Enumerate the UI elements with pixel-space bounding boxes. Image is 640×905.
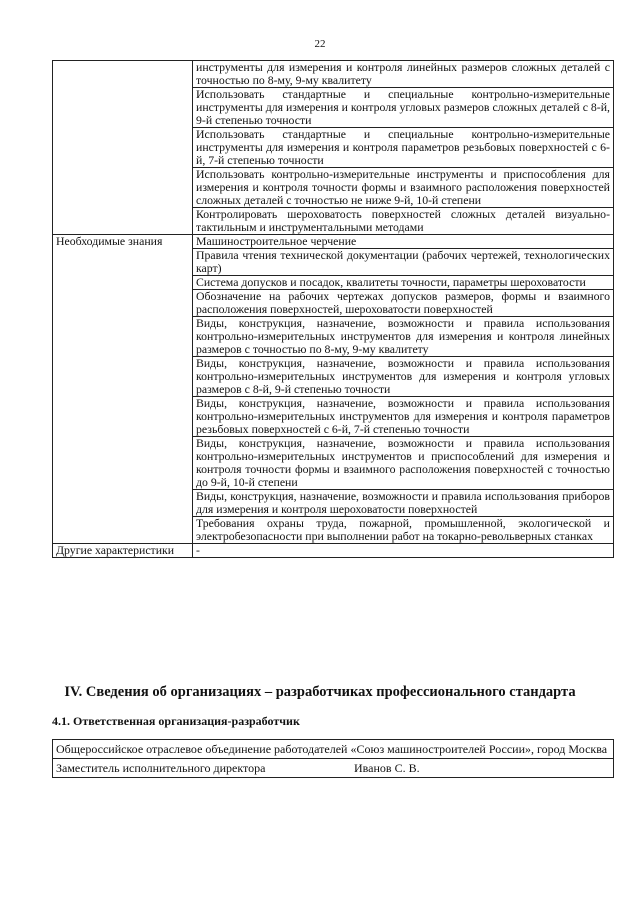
knowledge-item: Машиностроительное черчение	[193, 235, 614, 249]
table-row	[53, 759, 614, 778]
other-characteristics-value: -	[193, 544, 614, 558]
skill-item: Использовать контрольно-измерительные инструменты и приспособления для измерения и контроля точности формы и взаимного расположения поверхностей сложных деталей с точностью не ниже 9-й, 10-й степени	[193, 168, 614, 208]
knowledge-item: Виды, конструкция, назначение, возможности и правила использования контрольно-измерительных инструментов и приспособлений для измерения и контроля точности формы и взаимного расположения поверхностей с точностью до 9-й, 10-й степени	[193, 437, 614, 490]
skill-item: Использовать стандартные и специальные контрольно-измерительные инструменты для измерения и контроля параметров резьбовых поверхностей с 6-й, 7-й степенью точности	[193, 128, 614, 168]
knowledge-item: Система допусков и посадок, квалитеты точности, параметры шероховатости	[193, 276, 614, 290]
knowledge-item: Виды, конструкция, назначение, возможности и правила использования контрольно-измерительных инструментов для измерения и контроля линейных размеров с точностью по 8-му, 9-му квалитету	[193, 317, 614, 357]
other-characteristics-label: Другие характеристики	[53, 544, 193, 558]
knowledge-item: Требования охраны труда, пожарной, промышленной, экологической и электробезопасности при выполнении работ на токарно-револьверных станках	[193, 517, 614, 544]
table-row	[53, 61, 614, 88]
signatory-name: Иванов С. В.	[354, 761, 420, 775]
signatory-position: Заместитель исполнительного директора	[56, 761, 266, 775]
knowledge-item: Виды, конструкция, назначение, возможности и правила использования приборов для измерения и контроля шероховатости поверхностей	[193, 490, 614, 517]
knowledge-item: Обозначение на рабочих чертежах допусков размеров, формы и взаимного расположения поверхностей, шероховатости поверхностей	[193, 290, 614, 317]
table-row	[53, 544, 614, 558]
skill-item: Контролировать шероховатость поверхностей сложных деталей визуально-тактильным и инструментальными методами	[193, 208, 614, 235]
section-title: IV. Сведения об организациях – разработчиках профессионального стандарта	[64, 684, 576, 700]
table-row	[53, 235, 614, 249]
organization-name: Общероссийское отраслевое объединение работодателей «Союз машиностроителей России», город Москва	[53, 740, 614, 759]
page-number: 22	[314, 38, 326, 50]
subsection-title: 4.1. Ответственная организация-разработчик	[52, 714, 300, 728]
organization-table	[52, 739, 614, 778]
skill-item: Использовать стандартные и специальные контрольно-измерительные инструменты для измерения и контроля угловых размеров сложных деталей с 8-й, 9-й степенью точности	[193, 88, 614, 128]
knowledge-item: Правила чтения технической документации (рабочих чертежей, технологических карт)	[193, 249, 614, 276]
knowledge-label: Необходимые знания	[53, 235, 193, 544]
skill-item: инструменты для измерения и контроля линейных размеров сложных деталей с точностью по 8-му, 9-му квалитету	[193, 61, 614, 88]
skills-label-cell	[53, 61, 193, 235]
competency-table	[52, 60, 614, 558]
knowledge-item: Виды, конструкция, назначение, возможности и правила использования контрольно-измерительных инструментов для измерения и контроля параметров резьбовых поверхностей с 6-й, 7-й степенью точности	[193, 397, 614, 437]
signatory-cell	[53, 759, 614, 778]
table-row	[53, 740, 614, 759]
knowledge-item: Виды, конструкция, назначение, возможности и правила использования контрольно-измерительных инструментов для измерения и контроля угловых размеров с 8-й, 9-й степенью точности	[193, 357, 614, 397]
